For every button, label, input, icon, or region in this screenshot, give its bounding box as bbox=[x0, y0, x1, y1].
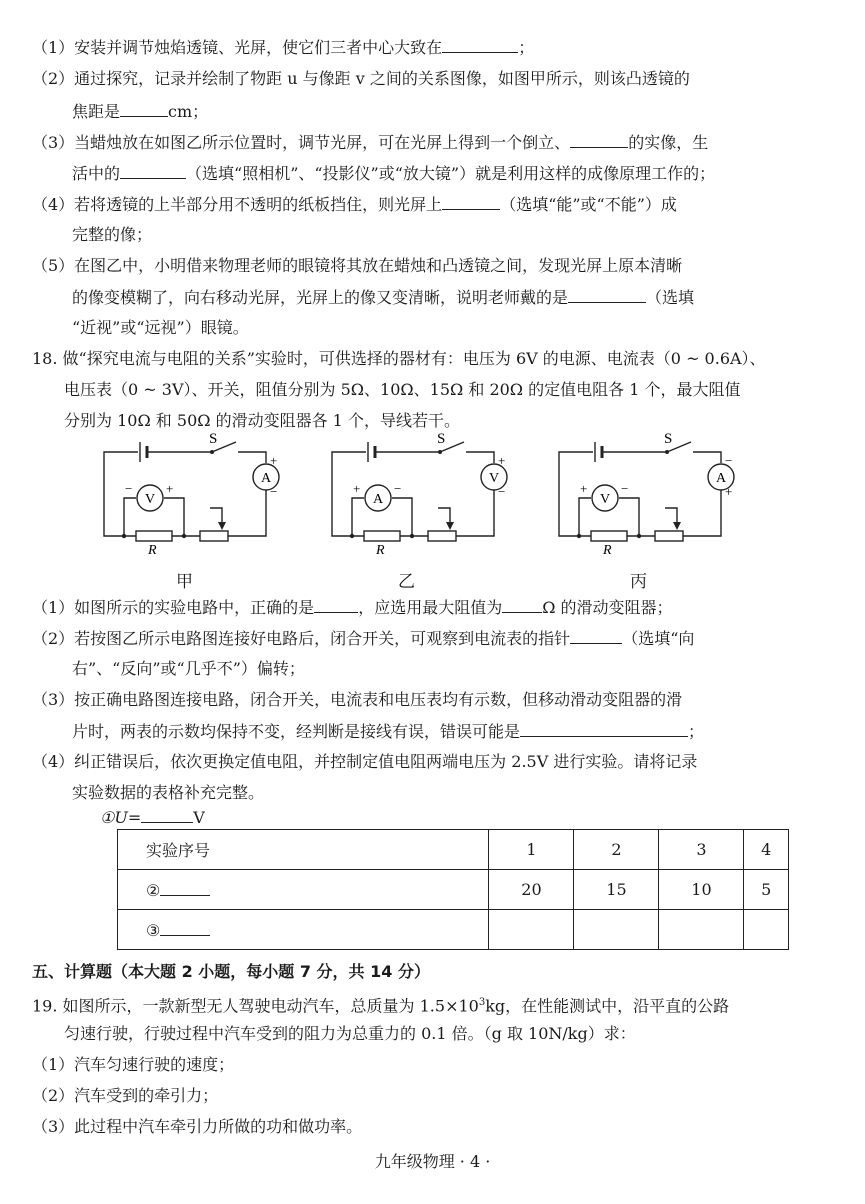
q18-part1: （1）如图所示的实验电路中，正确的是 ，应选用最大阻值为 Ω 的滑动变阻器； bbox=[32, 598, 673, 617]
q17-part4-line1: （4）若将透镜的上半部分用不透明的纸板挡住，则光屏上 （选填“能”或“不能”）成 bbox=[32, 195, 677, 214]
q18-intro-line3: 分别为 10Ω 和 50Ω 的滑动变阻器各 1 个，导线若干。 bbox=[64, 411, 460, 430]
page-footer: 九年级物理 · 4 · bbox=[374, 1152, 491, 1171]
table-cell: 3 bbox=[659, 830, 744, 870]
wire bbox=[228, 490, 266, 536]
resistor-label: R bbox=[376, 543, 385, 558]
resistor-label: R bbox=[148, 543, 157, 558]
q18-part2-line1: （2）若按图乙所示电路图连接好电路后，闭合开关，可观察到电流表的指针 （选填“向 bbox=[32, 629, 695, 648]
wire bbox=[238, 452, 266, 463]
switch-label: S bbox=[437, 431, 446, 447]
table-cell: 10 bbox=[659, 870, 744, 910]
data-table bbox=[117, 829, 789, 950]
table-row bbox=[118, 830, 789, 870]
table-cell: 实验序号 bbox=[118, 830, 489, 870]
rheostat bbox=[655, 531, 683, 541]
wire bbox=[332, 523, 364, 536]
polarity-sign: + bbox=[580, 481, 588, 496]
resistor bbox=[364, 531, 400, 541]
q17-blank4[interactable] bbox=[120, 162, 186, 179]
table-cell[interactable] bbox=[489, 910, 574, 950]
slider-arrow bbox=[218, 522, 226, 530]
wire bbox=[683, 490, 721, 536]
q17-part3-line1: （3）当蜡烛放在如图乙所示位置时，调节光屏，可在光屏上得到一个倒立、 的实像，生 bbox=[32, 133, 709, 152]
q17-blank2[interactable] bbox=[120, 100, 168, 117]
wire bbox=[579, 498, 591, 536]
table-row bbox=[118, 910, 789, 950]
table-cell[interactable] bbox=[744, 910, 789, 950]
q19-line1: 19. 如图所示，一款新型无人驾驶电动汽车，总质量为 $1.5\times 10^3kg$，在性能测试中，沿平直的公路 bbox=[32, 996, 730, 1016]
q17-part1: （1）安装并调节烛焰透镜、光屏，使它们三者中心大致在 ； bbox=[32, 38, 535, 57]
inline-meter-label: V bbox=[600, 492, 611, 507]
side-meter-label: A bbox=[261, 471, 272, 486]
q17-part5-line2: 的像变模糊了，向右移动光屏，光屏上的像又变清晰，说明老师戴的是 （选填 bbox=[72, 288, 695, 307]
q18-part2-line2: 右”、“反向”或“几乎不”）偏转； bbox=[72, 659, 305, 678]
q17-blank6[interactable] bbox=[568, 286, 646, 303]
wire bbox=[466, 452, 494, 463]
resistor bbox=[136, 531, 172, 541]
q17-blank3[interactable] bbox=[570, 131, 628, 148]
polarity-sign: + bbox=[498, 453, 506, 468]
q17-part5-line3: “近视”或“远视”）眼镜。 bbox=[72, 318, 249, 337]
caption-jia: 甲 bbox=[176, 572, 193, 592]
section-heading: 五、计算题（本大题 2 小题，每小题 7 分，共 14 分） bbox=[32, 962, 430, 981]
switch-label: S bbox=[664, 431, 673, 447]
caption-bing: 丙 bbox=[630, 572, 647, 592]
q18-intro-line1: 18. 做“探究电流与电阻的关系”实验时，可供选择的器材有：电压为 6V 的电源、电流表（0 ~ 0.6A）、 bbox=[32, 349, 766, 368]
q18-blank-u[interactable] bbox=[141, 806, 193, 823]
table-blank[interactable] bbox=[160, 879, 210, 896]
table-cell: 2 bbox=[574, 830, 659, 870]
q18-blank2[interactable] bbox=[502, 596, 542, 613]
table-cell: 4 bbox=[744, 830, 789, 870]
slider-arrow bbox=[673, 522, 681, 530]
polarity-sign: + bbox=[166, 481, 174, 496]
q18-part3-line1: （3）按正确电路图连接电路，闭合开关，电流表和电压表均有示数，但移动滑动变阻器的滑 bbox=[32, 690, 683, 709]
wire bbox=[559, 452, 593, 523]
q17-part3-line2: 活中的 （选填“照相机”、“投影仪”或“放大镜”）就是利用这样的成像原理工作的； bbox=[72, 164, 716, 183]
q18-blank3[interactable] bbox=[570, 627, 622, 644]
q18-part3-line2: 片时，两表的示数均保持不变，经判断是接线有误，错误可能是 ； bbox=[72, 722, 705, 741]
switch-label: S bbox=[209, 431, 218, 447]
q18-intro-line2: 电压表（0 ~ 3V）、开关，阻值分别为 5Ω、10Ω、15Ω 和 20Ω 的定值电阻各 1 个，最大阻值 bbox=[64, 380, 741, 399]
caption-yi: 乙 bbox=[398, 572, 415, 592]
q18-blank1[interactable] bbox=[314, 596, 358, 613]
wire bbox=[164, 498, 184, 536]
polarity-sign: + bbox=[270, 453, 278, 468]
polarity-sign: − bbox=[621, 481, 629, 496]
wire bbox=[104, 452, 138, 523]
wire bbox=[693, 452, 721, 463]
polarity-sign: + bbox=[353, 481, 361, 496]
wire bbox=[104, 523, 136, 536]
table-cell[interactable]: ② bbox=[118, 870, 489, 910]
side-meter-label: V bbox=[489, 471, 500, 486]
table-row bbox=[118, 870, 789, 910]
wire bbox=[352, 498, 364, 536]
wire bbox=[392, 498, 412, 536]
wire bbox=[456, 490, 494, 536]
circuit-diagrams bbox=[0, 430, 865, 560]
table-cell: 20 bbox=[489, 870, 574, 910]
q17-blank5[interactable] bbox=[442, 193, 500, 210]
q17-part2-line2: 焦距是 cm； bbox=[72, 102, 209, 121]
table-cell[interactable] bbox=[659, 910, 744, 950]
polarity-sign: + bbox=[725, 484, 733, 499]
table-blank[interactable] bbox=[160, 919, 210, 936]
polarity-sign: − bbox=[270, 484, 278, 499]
rheostat bbox=[428, 531, 456, 541]
q18-part4-line1: （4）纠正错误后，依次更换定值电阻，并控制定值电阻两端电压为 2.5V 进行实验。请将记录 bbox=[32, 752, 698, 771]
q19-part3: （3）此过程中汽车牵引力所做的功和做功率。 bbox=[32, 1117, 363, 1136]
table-cell: 15 bbox=[574, 870, 659, 910]
rheostat bbox=[200, 531, 228, 541]
side-meter-label: A bbox=[716, 471, 727, 486]
inline-meter-label: V bbox=[145, 492, 156, 507]
resistor bbox=[591, 531, 627, 541]
table-cell[interactable] bbox=[574, 910, 659, 950]
slider-arrow bbox=[446, 522, 454, 530]
resistor-label: R bbox=[603, 543, 612, 558]
inline-meter-label: A bbox=[373, 492, 384, 507]
q19-line2: 匀速行驶，行驶过程中汽车受到的阻力为总重力的 0.1 倍。（g 取 10N/kg）求： bbox=[64, 1024, 636, 1043]
q17-part2-line1: （2）通过探究，记录并绘制了物距 u 与像距 v 之间的关系图像，如图甲所示，则该凸透镜的 bbox=[32, 69, 690, 88]
polarity-sign: − bbox=[725, 453, 733, 468]
q19-part2: （2）汽车受到的牵引力； bbox=[32, 1086, 219, 1105]
table-cell: 5 bbox=[744, 870, 789, 910]
q17-blank1[interactable] bbox=[442, 36, 518, 53]
polarity-sign: − bbox=[498, 484, 506, 499]
wire bbox=[619, 498, 639, 536]
wire bbox=[332, 452, 366, 523]
polarity-sign: − bbox=[394, 481, 402, 496]
q17-part4-line2: 完整的像； bbox=[72, 225, 153, 244]
table-cell: 1 bbox=[489, 830, 574, 870]
q18-blank4[interactable] bbox=[520, 720, 688, 737]
q18-part4-line2: 实验数据的表格补充完整。 bbox=[72, 783, 265, 802]
wire bbox=[124, 498, 136, 536]
q18-u-line: ①U= V bbox=[100, 808, 205, 827]
q17-part5-line1: （5）在图乙中，小明借来物理老师的眼镜将其放在蜡烛和凸透镜之间，发现光屏上原本清晰 bbox=[32, 256, 683, 275]
wire bbox=[559, 523, 591, 536]
q19-part1: （1）汽车匀速行驶的速度； bbox=[32, 1055, 235, 1074]
polarity-sign: − bbox=[125, 481, 133, 496]
table-cell[interactable]: ③ bbox=[118, 910, 489, 950]
